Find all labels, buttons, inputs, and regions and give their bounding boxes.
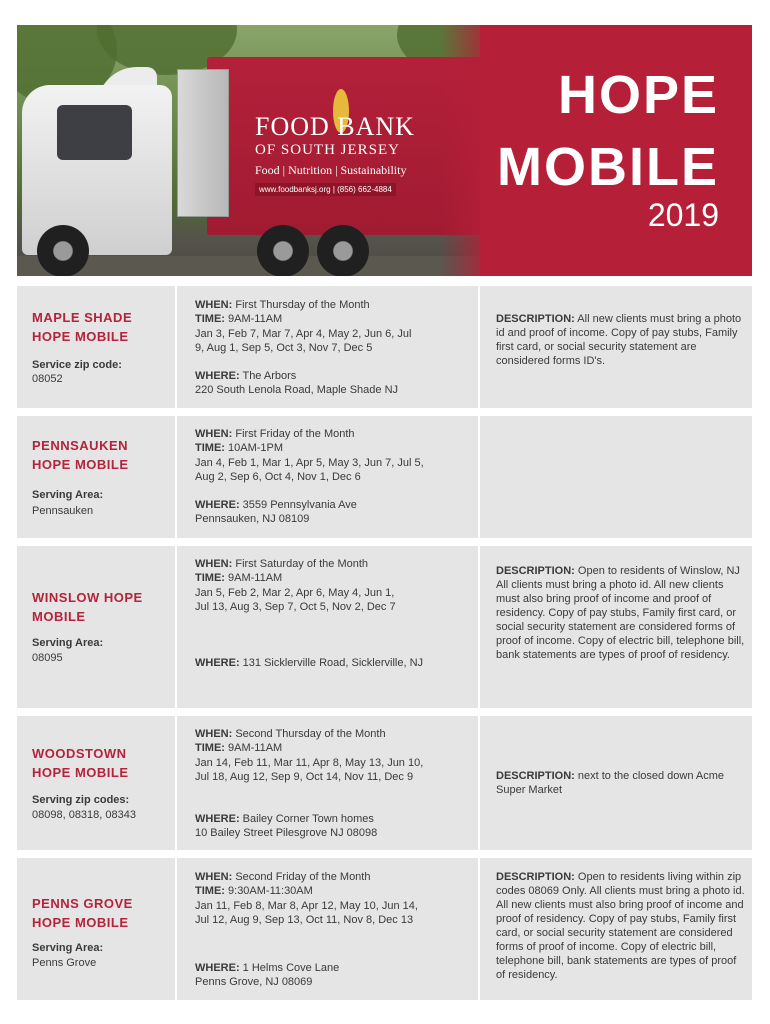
time-value: 9AM-11AM [228, 742, 283, 755]
area-label: Serving Area: [32, 637, 104, 649]
location-name: PENNSAUKEN HOPE MOBILE [32, 438, 129, 472]
location-row-penns-grove [17, 858, 752, 1000]
description-text: DESCRIPTION: next to the closed down Acme Super Market [496, 770, 725, 796]
where-address: 10 Bailey Street Pilesgrove NJ 08098 [195, 827, 378, 840]
where-value: Bailey Corner Town homes [242, 813, 374, 825]
schedule-block: WHEN: First Friday of the Month TIME: 10AM-1PM Jan 4, Feb 1, Mar 1, Apr 5, May 3, Jun 7, Jul 5, Aug 2, Sep 6, Oct 4, Nov 1, Dec 6 [195, 427, 470, 484]
schedule-cell [177, 858, 478, 1000]
schedule-cell [177, 416, 478, 538]
location-name: MAPLE SHADE HOPE MOBILE [32, 310, 133, 344]
where-value: 131 Sicklerville Road, Sicklerville, NJ [242, 657, 424, 669]
dates-line-2: Jul 13, Aug 3, Sep 7, Oct 5, Nov 2, Dec 7 [195, 600, 396, 613]
area-label: Service zip code: [32, 359, 122, 371]
schedule-cell [177, 286, 478, 408]
schedule-cell [177, 716, 478, 850]
where-block: WHERE: 3559 Pennsylvania Ave Pennsauken, NJ 08109 [195, 498, 470, 527]
time-value: 9:30AM-11:30AM [228, 885, 313, 898]
dates-line-2: Jul 18, Aug 12, Sep 9, Oct 14, Nov 11, Dec 9 [195, 770, 414, 783]
location-name-cell [17, 546, 175, 708]
area-label: Serving zip codes: [32, 794, 130, 806]
when-value: First Saturday of the Month [235, 558, 369, 570]
description-cell [480, 546, 752, 708]
location-row-winslow [17, 546, 752, 708]
where-block: WHERE: 131 Sicklerville Road, Sicklerville, NJ [195, 657, 424, 669]
area-value: Pennsauken [32, 505, 94, 517]
food-bank-logo [255, 113, 415, 197]
area-value: 08095 [32, 652, 63, 664]
page-year: 2019 [647, 197, 719, 233]
logo-line-3: Food | Nutrition | Sustainability [255, 163, 407, 177]
logo-line-2: OF SOUTH JERSEY [255, 142, 401, 158]
dates-line-2: 9, Aug 1, Sep 5, Oct 3, Nov 7, Dec 5 [195, 341, 373, 354]
where-address: Penns Grove, NJ 08069 [195, 976, 313, 989]
where-value: 3559 Pennsylvania Ave [242, 499, 357, 511]
where-block: WHERE: The Arbors 220 South Lenola Road, Maple Shade NJ [195, 369, 470, 398]
dates-line-1: Jan 14, Feb 11, Mar 11, Apr 8, May 13, Jun 10, [195, 756, 424, 769]
schedule-block: WHEN: Second Thursday of the Month TIME: 9AM-11AM Jan 14, Feb 11, Mar 11, Apr 8, May 13, Jun 10, Jul 18, Aug 12, Sep 9, Oct 14, Nov 11, Dec 9 [195, 727, 470, 784]
dates-line-1: Jan 4, Feb 1, Mar 1, Apr 5, May 3, Jun 7, Jul 5, [195, 456, 424, 469]
area-label: Serving Area: [32, 942, 104, 954]
location-name-cell [17, 286, 175, 408]
location-name: PENNS GROVE HOPE MOBILE [32, 896, 133, 930]
dates-line-2: Aug 2, Sep 6, Oct 4, Nov 1, Dec 6 [195, 470, 361, 483]
page-title-line-2: MOBILE [497, 137, 719, 197]
description-text: DESCRIPTION: All new clients must bring a photo id and proof of income. Copy of pay stubs, Family first card, or social security statement are considered forms ID's. [496, 313, 742, 367]
when-value: Second Thursday of the Month [235, 728, 386, 740]
description-cell [480, 286, 752, 408]
logo-line-4: www.foodbanksj.org | (856) 662-4884 [255, 183, 396, 196]
dates-line-2: Jul 12, Aug 9, Sep 13, Oct 11, Nov 8, Dec 13 [195, 913, 414, 926]
schedule-block: WHEN: Second Friday of the Month TIME: 9:30AM-11:30AM Jan 11, Feb 8, Mar 8, Apr 12, May 10, Jun 14, Jul 12, Aug 9, Sep 13, Oct 11, Nov 8, Dec 13 [195, 870, 470, 927]
location-name: WINSLOW HOPE MOBILE [32, 590, 143, 624]
area-value: Penns Grove [32, 957, 97, 969]
where-block: WHERE: Bailey Corner Town homes 10 Bailey Street Pilesgrove NJ 08098 [195, 812, 470, 841]
schedule-block: WHEN: First Saturday of the Month TIME: 9AM-11AM Jan 5, Feb 2, Mar 2, Apr 6, May 4, Jun 1, Jul 13, Aug 3, Sep 7, Oct 5, Nov 2, Dec 7 [195, 557, 470, 614]
when-value: First Friday of the Month [235, 428, 355, 440]
where-block: WHERE: 1 Helms Cove Lane Penns Grove, NJ 08069 [195, 961, 470, 990]
description-text: DESCRIPTION: Open to residents living within zip codes 08069 Only. All clients must bring a photo id. All new clients must also bring proof of income and proof of residency. Copy of pay stubs, Family first card, or social security statement are considered forms of proof of income. Copy of electric bill, telephone bill, bank statements are types of proof of residency. [496, 871, 745, 981]
logo-line-1: FOOD BANK [255, 112, 415, 141]
location-row-woodstown [17, 716, 752, 850]
time-value: 9AM-11AM [228, 313, 283, 326]
dates-line-1: Jan 3, Feb 7, Mar 7, Apr 4, May 2, Jun 6, Jul [195, 327, 412, 340]
where-value: 1 Helms Cove Lane [242, 962, 340, 974]
location-row-pennsauken [17, 416, 752, 538]
description-text: DESCRIPTION: Open to residents of Winslow, NJ All clients must bring a photo id. All new clients must also bring proof of income and proof of residency. Copy of pay stubs, Family first card, or social security statement are considered forms of proof of income. Copy of electric bill, telephone bill, bank statements are types of proof of residency. [496, 565, 745, 661]
location-name: WOODSTOWN HOPE MOBILE [32, 746, 129, 780]
where-address: Pennsauken, NJ 08109 [195, 513, 310, 526]
where-address: 220 South Lenola Road, Maple Shade NJ [195, 384, 399, 397]
where-value: The Arbors [242, 370, 297, 382]
dates-line-1: Jan 11, Feb 8, Mar 8, Apr 12, May 10, Jun 14, [195, 899, 418, 912]
dates-line-1: Jan 5, Feb 2, Mar 2, Apr 6, May 4, Jun 1, [195, 586, 395, 599]
page-title-line-1: HOPE [557, 65, 719, 125]
location-name-cell [17, 416, 175, 538]
time-value: 10AM-1PM [228, 442, 284, 455]
schedule-cell [177, 546, 478, 708]
location-name-cell [17, 716, 175, 850]
area-value: 08098, 08318, 08343 [32, 809, 136, 821]
time-value: 9AM-11AM [228, 572, 283, 585]
description-cell [480, 858, 752, 1000]
schedule-block: WHEN: First Thursday of the Month TIME: 9AM-11AM Jan 3, Feb 7, Mar 7, Apr 4, May 2, Jun 6, Jul 9, Aug 1, Sep 5, Oct 3, Nov 7, Dec 5 [195, 298, 470, 355]
area-label: Serving Area: [32, 489, 104, 501]
location-name-cell [17, 858, 175, 1000]
when-value: First Thursday of the Month [235, 299, 370, 311]
when-value: Second Friday of the Month [235, 871, 371, 883]
area-value: 08052 [32, 373, 63, 385]
description-cell [480, 716, 752, 850]
header-banner [17, 25, 752, 276]
description-cell-empty [480, 416, 752, 538]
location-row-maple-shade [17, 286, 752, 408]
